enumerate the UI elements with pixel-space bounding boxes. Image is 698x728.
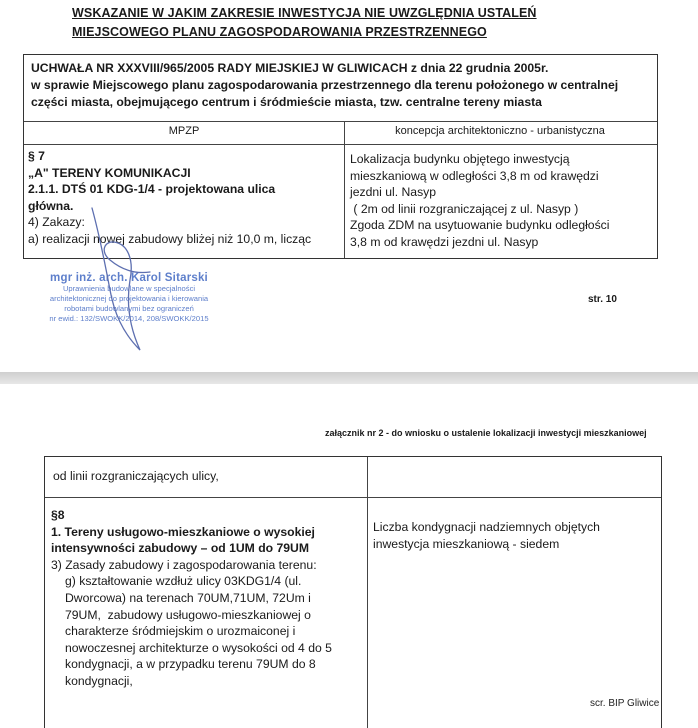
table-divider [24, 121, 657, 122]
concept-cell [373, 519, 653, 553]
concept-cell [350, 151, 654, 250]
stamp-line: nr ewid.: 132/SWOKK/2014, 208/SWOKK/2015 [49, 314, 209, 323]
stamp-line: robotami budowlanymi bez ograniczeń [64, 304, 194, 313]
concept-line: mieszkaniową w odległości 3,8 m od krawędzi [350, 168, 599, 183]
table-divider [45, 497, 661, 498]
zone-title: „A" TERENY KOMUNIKACJI [28, 165, 191, 180]
rule-line: nowoczesnej architekturze o wysokości od 4 do 5 [65, 640, 332, 655]
ban-item: a) realizacji nowej zabudowy bliżej niż 10,0 m, licząc [28, 231, 312, 246]
mpzp-cell [51, 507, 369, 690]
resolution-line: w sprawie Miejscowego planu zagospodarowania przestrzennego dla terenu położonego w centralnej [31, 78, 619, 92]
rule-line: 79UM, zabudowy usługowo-mieszkaniowej o [65, 607, 311, 622]
concept-line: jezdni ul. Nasyp [350, 185, 437, 199]
stamp-line: Uprawnienia budowlane w specjalności [62, 284, 196, 293]
section-number: § 7 [28, 149, 45, 163]
bans-heading: 4) Zakazy: [28, 215, 85, 229]
document-page-2 [0, 384, 698, 728]
section-number: §8 [51, 508, 65, 522]
concept-line: 3,8 m od krawędzi jezdni ul. Nasyp [350, 234, 539, 249]
zone-title: intensywności zabudowy – od 1UM do 79UM [51, 541, 310, 556]
concept-line: Zgoda ZDM na usytuowanie budynku odległości [350, 218, 610, 232]
table-divider [24, 144, 657, 145]
page-number: str. 10 [588, 294, 617, 305]
heading-line: WSKAZANIE W JAKIM ZAKRESIE INWESTYCJA NIE UWZGLĘDNIA USTALEŃ [72, 6, 537, 20]
continuation-text: od linii rozgraniczających ulicy, [53, 469, 219, 483]
rule-line: kondygnacji, [65, 673, 133, 688]
heading-line: MIEJSCOWEGO PLANU ZAGOSPODAROWANIA PRZESTRZENNEGO [72, 25, 487, 39]
signature-icon [70, 200, 180, 360]
concept-line: Liczba kondygnacji nadziemnych objętych [373, 520, 600, 534]
rule-line: charakterze śródmiejskim o urozmaiconej i [65, 624, 296, 639]
concept-line: inwestycja mieszkaniową - siedem [373, 537, 560, 551]
column-header-mpzp: MPZP [168, 125, 200, 137]
rule-line: g) kształtowanie wzdłuż ulicy 03KDG1/4 (ul. [65, 574, 302, 589]
zone-title: 1. Tereny usługowo-mieszkaniowe o wysokiej [51, 524, 315, 539]
stamp-name: mgr inż. arch. Karol Sitarski [50, 272, 208, 284]
concept-line: Lokalizacja budynku objętego inwestycją [350, 152, 570, 166]
source-credit: scr. BIP Gliwice [590, 698, 660, 709]
concept-line: ( 2m od linii rozgraniczającej z ul. Nasyp ) [350, 201, 579, 216]
stamp-line: architektonicznej do projektowania i kierowania [49, 294, 209, 303]
rules-heading: 3) Zasady zabudowy i zagospodarowania terenu: [51, 557, 317, 572]
rule-line: Dworcowa) na terenach 70UM,71UM, 72Um i [65, 590, 311, 605]
plan-comparison-table-continued [44, 456, 662, 728]
road-designation: główna. [28, 198, 74, 213]
page-separator [0, 372, 698, 384]
document-heading [72, 4, 542, 42]
resolution-line: UCHWAŁA NR XXXVIII/965/2005 RADY MIEJSKIEJ W GLIWICACH z dnia 22 grudnia 2005r. [31, 61, 549, 75]
resolution-title [31, 60, 651, 111]
attachment-note: załącznik nr 2 - do wniosku o ustalenie lokalizacji inwestycji mieszkaniowej [325, 428, 647, 438]
road-designation: 2.1.1. DTŚ 01 KDG-1/4 - projektowana ulica [28, 182, 276, 196]
rule-line: kondygnacji, a w przypadku terenu 79UM do 8 [65, 657, 316, 672]
column-header-concept: koncepcja architektoniczno - urbanistyczna [395, 125, 605, 137]
resolution-line: części miasta, obejmującego centrum i śródmieście miasta, tzw. centralne tereny miasta [31, 95, 542, 109]
